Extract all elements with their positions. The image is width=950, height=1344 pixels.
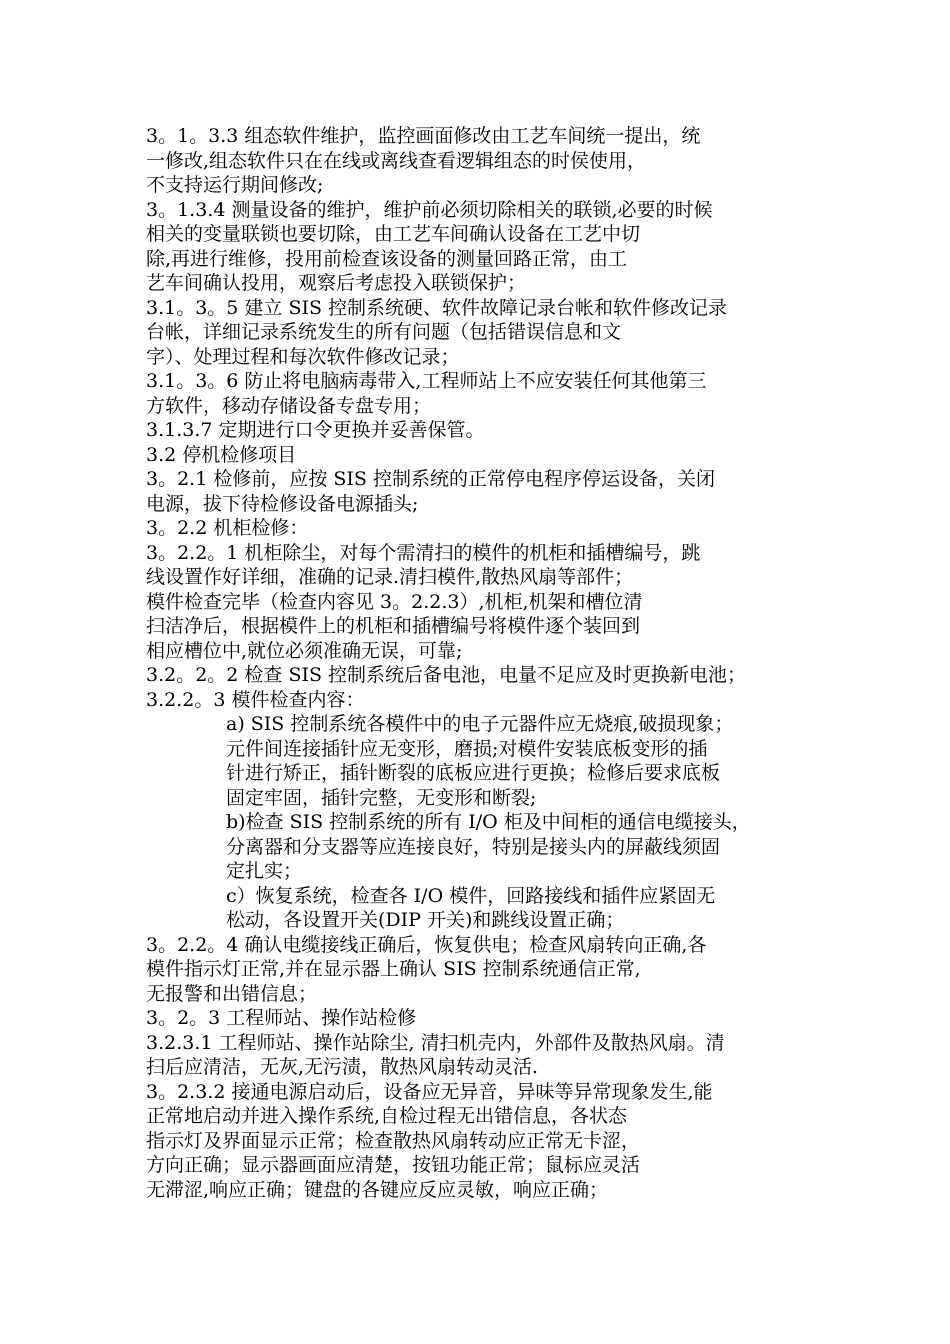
text-line: 扫洁净后，根据模件上的机柜和插槽编号将模件逐个装回到 xyxy=(146,615,641,637)
paragraph xyxy=(146,933,812,1007)
text-line: 电源，拔下待检修设备电源插头; xyxy=(146,492,419,515)
paragraph xyxy=(146,1006,812,1031)
text-line: 3.1。3。6 防止将电脑病毒带入,工程师站上不应安装任何其他第三 xyxy=(146,370,707,392)
paragraph xyxy=(146,296,812,370)
sub-paragraph xyxy=(146,810,812,884)
text-line: 一修改,组态软件只在在线或离线查看逻辑组态的时侯使用， xyxy=(146,149,647,172)
sub-paragraph xyxy=(146,712,812,810)
text-line: 字）、处理过程和每次软件修改记录； xyxy=(146,345,460,368)
text-line: 无滞涩,响应正确；键盘的各键应反应灵敏，响应正确； xyxy=(146,1178,609,1201)
text-line: 艺车间确认投用，观察后考虑投入联锁保护； xyxy=(146,272,527,294)
text-line: 台帐，详细记录系统发生的所有问题（包括错误信息和文 xyxy=(146,321,622,343)
text-line: 相关的变量联锁也要切除，由工艺车间确认设备在工艺中切 xyxy=(146,223,641,245)
text-line: 松动，各设置开关(DIP 开关)和跳线设置正确； xyxy=(226,909,625,931)
paragraph xyxy=(146,1080,812,1203)
document-body xyxy=(146,124,812,1202)
text-line: 扫后应清洁，无灰,无污渍，散热风扇转动灵活. xyxy=(146,1056,539,1078)
paragraph xyxy=(146,369,812,418)
text-line: 相应槽位中,就位必须准确无误，可靠; xyxy=(146,639,463,662)
sub-paragraph xyxy=(146,884,812,933)
paragraph xyxy=(146,541,812,664)
text-line: 元件间连接插针应无变形，磨损;对模件安装底板变形的插 xyxy=(226,737,708,760)
text-line: 针进行矫正，插针断裂的底板应进行更换；检修后要求底板 xyxy=(226,762,721,784)
text-line: 无报警和出错信息； xyxy=(146,982,318,1005)
text-line: c）恢复系统，检查各 I/O 模件，回路接线和插件应紧固无 xyxy=(226,884,716,907)
text-line: 模件指示灯正常,并在显示器上确认 SIS 控制系统通信正常, xyxy=(146,958,641,980)
text-line: 线设置作好详细，准确的记录.清扫模件,散热风扇等部件； xyxy=(146,566,634,588)
text-line: 指示灯及界面显示正常；检查散热风扇转动应正常无卡涩， xyxy=(146,1129,641,1152)
text-line: a) SIS 控制系统各模件中的电子元器件应无烧痕,破损现象； xyxy=(226,713,734,735)
paragraph xyxy=(146,516,812,541)
text-line: 3。2.2。1 机柜除尘，对每个需清扫的模件的机柜和插槽编号，跳 xyxy=(146,541,701,564)
text-line: 3。1.3.4 测量设备的维护，维护前必须切除相关的联锁,必要的时候 xyxy=(146,198,713,221)
text-line: 分离器和分支器等应连接良好，特别是接头内的屏蔽线须固 xyxy=(226,835,721,858)
text-line: 3。1。3.3 组态软件维护，监控画面修改由工艺车间统一提出，统 xyxy=(146,125,701,147)
paragraph xyxy=(146,418,812,443)
text-line: 3.2.3.1 工程师站、操作站除尘, 清扫机壳内，外部件及散热风扇。清 xyxy=(146,1031,725,1054)
paragraph xyxy=(146,688,812,713)
text-line: 3。2.3.2 接通电源启动后，设备应无异音，异味等异常现象发生,能 xyxy=(146,1080,713,1103)
text-line: 3。2.2。4 确认电缆接线正确后，恢复供电；检查风扇转向正确,各 xyxy=(146,933,707,956)
paragraph xyxy=(146,124,812,198)
text-line: 正常地启动并进入操作系统,自检过程无出错信息，各状态 xyxy=(146,1105,628,1127)
text-line: 3.2 停机检修项目 xyxy=(146,443,297,466)
text-line: 3.1.3.7 定期进行口令更换并妥善保管。 xyxy=(146,419,485,441)
paragraph xyxy=(146,198,812,296)
paragraph xyxy=(146,443,812,468)
text-line: 除,再进行维修，投用前检查该设备的测量回路正常，由工 xyxy=(146,247,628,270)
text-line: 固定牢固，插针完整，无变形和断裂; xyxy=(226,786,537,809)
text-line: 不支持运行期间修改; xyxy=(146,174,324,196)
paragraph xyxy=(146,663,812,688)
text-line: 方向正确；显示器画面应清楚，按钮功能正常；鼠标应灵活 xyxy=(146,1154,641,1176)
text-line: 定扎实； xyxy=(226,860,303,882)
text-line: 3。2.2 机柜检修： xyxy=(146,517,309,539)
text-line: b)检查 SIS 控制系统的所有 I/O 柜及中间柜的通信电缆接头， xyxy=(226,811,751,833)
text-line: 3.2.2。3 模件检查内容： xyxy=(146,688,365,711)
text-line: 3。2.1 检修前，应按 SIS 控制系统的正常停电程序停运设备，关闭 xyxy=(146,468,715,490)
text-line: 模件检查完毕（检查内容见 3。2.2.3）,机柜,机架和槽位清 xyxy=(146,590,643,613)
paragraph xyxy=(146,1031,812,1080)
text-line: 3.2。2。2 检查 SIS 控制系统后备电池，电量不足应及时更换新电池； xyxy=(146,664,747,686)
paragraph xyxy=(146,467,812,516)
text-line: 方软件，移动存储设备专盘专用； xyxy=(146,394,432,417)
text-line: 3.1。3。5 建立 SIS 控制系统硬、软件故障记录台帐和软件修改记录 xyxy=(146,296,728,319)
text-line: 3。2。3 工程师站、操作站检修 xyxy=(146,1007,417,1029)
